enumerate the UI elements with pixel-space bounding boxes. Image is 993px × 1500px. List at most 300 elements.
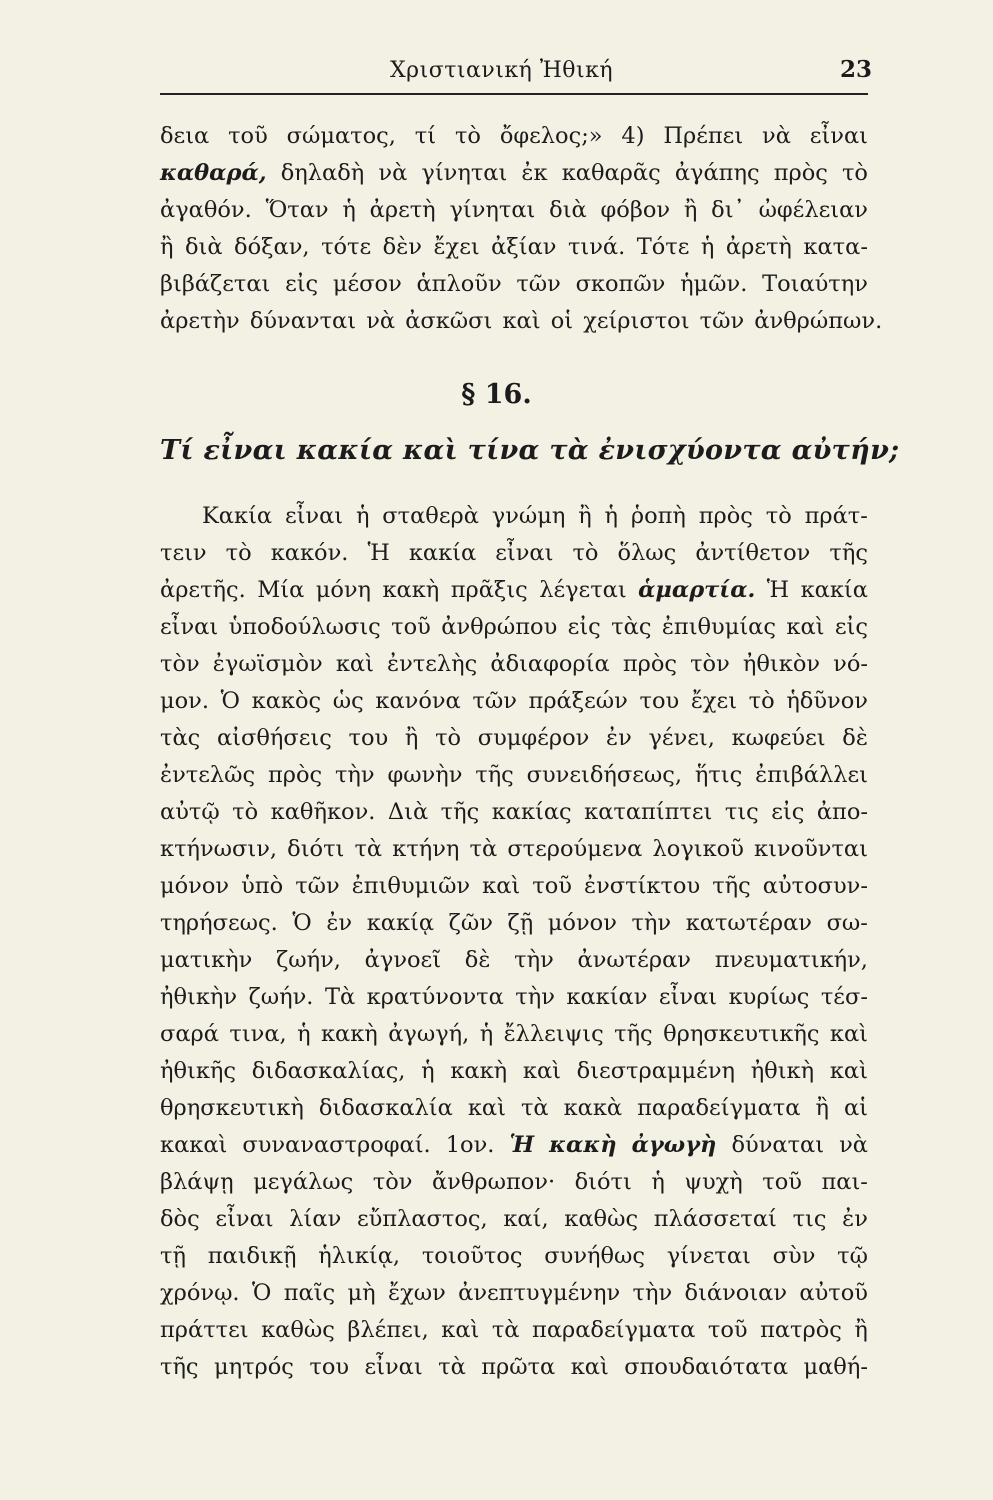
- word: νὰ: [839, 1132, 868, 1158]
- word: καί,: [503, 1206, 549, 1232]
- word: Τότε: [636, 234, 690, 260]
- word: διδασκαλίας,: [251, 1058, 406, 1084]
- text-line: [160, 905, 868, 942]
- word: ἀρετῆς.: [160, 577, 246, 603]
- word: κανόνα: [375, 688, 461, 714]
- running-header-title: Χριστιανική Ἠθική: [390, 58, 614, 83]
- word: ἔχει: [433, 234, 480, 260]
- word: αἰσθήσεις: [216, 725, 332, 751]
- word: κακόν.: [270, 540, 349, 566]
- text-line: [160, 535, 868, 572]
- word: ἠθικὸν: [742, 651, 821, 677]
- word: τὰ: [520, 1095, 549, 1121]
- word: κακίᾳ: [366, 910, 435, 936]
- word: ὡς: [332, 688, 364, 714]
- word: τῶν: [295, 873, 340, 899]
- word: ματικὴν: [160, 947, 253, 973]
- word: ἀρετὴ: [369, 197, 436, 223]
- word: ζωήν,: [276, 947, 341, 973]
- word: ὠφέλειαν: [758, 197, 868, 223]
- word: εἰς: [285, 271, 319, 297]
- word: Τὰ: [324, 984, 356, 1010]
- word: χείριστοι: [583, 308, 690, 334]
- word: τὸ: [572, 540, 599, 566]
- word: ἡδῦνον: [786, 688, 868, 714]
- word: διότι: [287, 836, 345, 862]
- word: τις: [792, 1206, 827, 1232]
- word: ἡλικίᾳ,: [318, 1243, 401, 1269]
- word: ἐγωϊσμὸν: [212, 651, 323, 677]
- word: ἐπιθυμιῶν: [351, 873, 471, 899]
- word: τῇ: [160, 1243, 186, 1269]
- word: ἀνθρώπου: [441, 614, 558, 640]
- word: παιδικῇ: [207, 1243, 297, 1269]
- word: καθῆκον.: [270, 799, 376, 825]
- text-line: [160, 757, 868, 794]
- word: μόνον: [160, 873, 230, 899]
- word: κακὴ: [549, 1132, 617, 1158]
- word: θρησκευτικῆς: [663, 1021, 820, 1047]
- word: καὶ: [570, 1354, 609, 1380]
- word: ἐπιβάλλει: [755, 762, 868, 788]
- word: τὸ: [748, 688, 775, 714]
- word: καὶ: [829, 1058, 868, 1084]
- word: καὶ: [786, 614, 825, 640]
- text-line: [160, 572, 868, 609]
- word: Κακία: [202, 503, 273, 529]
- word: τῆς: [440, 799, 480, 825]
- word: ἀγαθόν.: [160, 197, 252, 223]
- word: Ἡ: [766, 577, 790, 603]
- word: τινά.: [567, 234, 626, 260]
- word: Ὁ: [292, 910, 312, 936]
- word: καὶ: [829, 1021, 868, 1047]
- word: ἐνστίκτου: [584, 873, 701, 899]
- word: κατα-: [803, 234, 868, 260]
- word: ἡμῶν.: [680, 271, 748, 297]
- text-line: [160, 794, 868, 831]
- word: πράξεών: [528, 688, 628, 714]
- word: τὸ: [454, 123, 481, 149]
- word: μόνον: [547, 910, 617, 936]
- word: ἀντίθετον: [695, 540, 811, 566]
- word: ἡ: [700, 234, 715, 260]
- word: καθὼς: [564, 1206, 639, 1232]
- word: τις: [724, 799, 759, 825]
- text-line: [160, 266, 868, 303]
- word: ἀνθρώπων.: [754, 308, 883, 334]
- word: σταθερὰ: [382, 503, 479, 529]
- word: ἡ: [421, 1058, 435, 1084]
- word: καὶ: [441, 1317, 480, 1343]
- word: εἶναι: [284, 503, 344, 529]
- word: εἰς: [834, 614, 868, 640]
- word: Διὰ: [387, 799, 429, 825]
- word: τῶν: [472, 688, 517, 714]
- word: τὰ: [469, 836, 498, 862]
- word: δὲ: [842, 725, 868, 751]
- word: τοῦ: [228, 123, 268, 149]
- word: Πρέπει: [663, 123, 744, 149]
- word: σώματος,: [286, 123, 396, 149]
- word: τὰ: [438, 1354, 466, 1380]
- word: ἔλλειψις: [503, 1021, 604, 1047]
- text-line: [160, 1312, 868, 1349]
- word: ἀπο-: [816, 799, 868, 825]
- word: δύναται: [731, 1132, 825, 1158]
- word: συναναστροφαί.: [242, 1132, 431, 1158]
- word: ἁπλοῦν: [416, 271, 502, 297]
- word: ἀσκῶσι: [405, 308, 493, 334]
- word: νὰ: [378, 160, 408, 186]
- word: τὴν: [514, 947, 554, 973]
- word: Μία: [257, 577, 305, 603]
- word: τὸν: [160, 651, 200, 677]
- word: ἡ: [297, 1021, 311, 1047]
- word: ὅλως: [617, 540, 677, 566]
- word: τὰς: [611, 614, 652, 640]
- word: κακαὶ: [160, 1132, 228, 1158]
- word: τῷ: [837, 1243, 868, 1269]
- word: εἶναι: [364, 1354, 423, 1380]
- word: κινοῦνται: [754, 836, 868, 862]
- word: γίνηται: [421, 160, 508, 186]
- word: πρᾶξις: [450, 577, 528, 603]
- word: ὄφελος;»: [499, 123, 603, 149]
- word: 4): [621, 123, 645, 149]
- word: βιβάζεται: [160, 271, 271, 297]
- word: συμφέρον: [477, 725, 590, 751]
- text-line: [160, 1238, 868, 1275]
- word: ἄνθρωπον·: [431, 1169, 556, 1195]
- text-line: [160, 1275, 868, 1312]
- text-line: [160, 942, 868, 979]
- word: γένει,: [648, 725, 715, 751]
- word: κακία: [408, 540, 477, 566]
- word: φωνὴν: [387, 762, 463, 788]
- word: ἡ: [479, 1021, 494, 1047]
- word: εἶναι: [658, 984, 718, 1010]
- text-line: [160, 1164, 868, 1201]
- word: ἡ: [604, 503, 618, 529]
- word: τῆς: [829, 540, 868, 566]
- word: τῆς: [712, 873, 751, 899]
- word: καὶ: [482, 873, 521, 899]
- word: ἀρετὴν: [160, 308, 240, 334]
- word: τὸ: [841, 160, 868, 186]
- word: τῶν: [516, 271, 561, 297]
- word: ψυχὴ: [684, 1169, 743, 1195]
- word: καθαρά,: [160, 160, 267, 186]
- word: διὰ: [549, 197, 587, 223]
- word: πνευματικήν,: [714, 947, 868, 973]
- word: διὰ: [184, 234, 223, 260]
- header-rule: [160, 93, 868, 95]
- word: εἶναι: [495, 540, 554, 566]
- word: τοῦ: [762, 1169, 802, 1195]
- word: ἀγνοεῖ: [364, 947, 442, 973]
- word: κακὰ: [563, 1095, 623, 1121]
- word: τῆς: [475, 762, 514, 788]
- word: μὴ: [347, 1280, 376, 1306]
- word: δὲ: [464, 947, 491, 973]
- word: ζῶν: [448, 910, 493, 936]
- word: εἶναι: [215, 1206, 274, 1232]
- word: διότι: [574, 1169, 632, 1195]
- text-line: [160, 1127, 868, 1164]
- text-line: [160, 1016, 868, 1053]
- word: σω-: [826, 910, 868, 936]
- word: διάνοιαν: [684, 1280, 788, 1306]
- word: τὴν: [515, 984, 555, 1010]
- word: δὲν: [382, 234, 422, 260]
- word: δι᾽: [711, 197, 745, 223]
- word: εἰς: [567, 614, 601, 640]
- word: τί: [414, 123, 437, 149]
- word: ἠθικὴν: [160, 984, 238, 1010]
- text-line: [160, 1053, 868, 1090]
- word: αὐτοσυν-: [762, 873, 868, 899]
- word: παι-: [821, 1169, 868, 1195]
- word: τὴν: [631, 910, 672, 936]
- section-heading: Τί εἶναι κακία καὶ τίνα τὰ ἐνισχύοντα αὐτήν;: [160, 435, 900, 466]
- word: τὸ: [225, 540, 252, 566]
- word: κακὸς: [251, 688, 322, 714]
- word: ἀξίαν: [491, 234, 557, 260]
- word: καταπίπτει: [584, 799, 713, 825]
- word: δόξαν,: [234, 234, 310, 260]
- word: ἀδιαφορία: [490, 651, 610, 677]
- text-line: [160, 609, 868, 646]
- word: ἐκ: [521, 160, 548, 186]
- word: καὶ: [335, 651, 374, 677]
- word: μαθή-: [803, 1354, 868, 1380]
- word: αἱ: [843, 1095, 868, 1121]
- word: δεια: [160, 123, 210, 149]
- word: τὴν: [334, 762, 375, 788]
- word: ἁμαρτία.: [638, 577, 756, 603]
- word: πρὸς: [267, 762, 323, 788]
- word: 1ον.: [445, 1132, 495, 1158]
- word: λίαν: [289, 1206, 342, 1232]
- word: σπουδαιότατα: [624, 1354, 789, 1380]
- word: ἔχει: [690, 688, 738, 714]
- word: ἠθικὴ: [750, 1058, 815, 1084]
- word: τηρήσεως.: [160, 910, 278, 936]
- text-line: [160, 720, 868, 757]
- word: σὺν: [772, 1243, 816, 1269]
- text-line: [160, 1349, 868, 1386]
- text-line: [160, 683, 868, 720]
- word: του: [639, 688, 680, 714]
- word: ἠθικῆς: [160, 1058, 236, 1084]
- word: ὑποδούλωσις: [228, 614, 381, 640]
- word: τὴν: [632, 1280, 673, 1306]
- word: κατωτέραν: [685, 910, 812, 936]
- word: ἀρετὴ: [725, 234, 792, 260]
- text-line: [160, 155, 868, 192]
- word: κυρίως: [728, 984, 810, 1010]
- word: τὸ: [765, 503, 792, 529]
- word: ἢ: [683, 197, 698, 223]
- word: γίνηται: [449, 197, 536, 223]
- word: τοῦ: [391, 614, 431, 640]
- text-line: [160, 1090, 868, 1127]
- word: πράττει: [160, 1317, 249, 1343]
- word: τὸν: [690, 651, 730, 677]
- text-line: [160, 229, 868, 266]
- page-number: 23: [839, 56, 872, 83]
- word: ἀγωγὴ: [631, 1132, 717, 1158]
- word: Ὁ: [251, 1280, 272, 1306]
- text-line: [160, 831, 868, 868]
- word: τῆς: [614, 1021, 653, 1047]
- word: κρατύνοντα: [366, 984, 504, 1010]
- word: πρὸς: [773, 160, 828, 186]
- word: ἡ: [342, 197, 356, 223]
- word: συνειδήσεως,: [526, 762, 682, 788]
- word: νό-: [833, 651, 868, 677]
- word: τῆς: [160, 1354, 199, 1380]
- word: εὔπλαστος,: [356, 1206, 488, 1232]
- word: παῖς: [283, 1280, 336, 1306]
- word: αὐτοῦ: [799, 1280, 868, 1306]
- word: σκοπῶν: [575, 271, 666, 297]
- word: ἐν: [606, 725, 632, 751]
- word: κακίαν: [566, 984, 648, 1010]
- word: ἡ: [651, 1169, 665, 1195]
- word: τοιοῦτος: [421, 1243, 523, 1269]
- word: πλάσσεταί: [653, 1206, 777, 1232]
- word: πράτ-: [804, 503, 868, 529]
- word: γνώμη: [491, 503, 566, 529]
- word: μόνη: [315, 577, 372, 603]
- word: βλέπει,: [347, 1317, 429, 1343]
- word: τότε: [321, 234, 372, 260]
- word: τέσ-: [820, 984, 868, 1010]
- word: λογικοῦ: [652, 836, 744, 862]
- word: χρόνῳ.: [160, 1280, 240, 1306]
- word: ἔχων: [388, 1280, 446, 1306]
- word: του: [348, 725, 389, 751]
- word: καὶ: [467, 1095, 506, 1121]
- word: ἥτις: [694, 762, 743, 788]
- word: σαρά: [160, 1021, 219, 1047]
- word: καὶ: [522, 1058, 561, 1084]
- word: ἐν: [326, 910, 353, 936]
- word: στερούμενα: [507, 836, 643, 862]
- word: διεστραμμένη: [576, 1058, 735, 1084]
- word: τοῦ: [707, 1317, 748, 1343]
- text-line: [160, 979, 868, 1016]
- word: τινα,: [229, 1021, 287, 1047]
- word: Ὅταν: [265, 197, 329, 223]
- word: παραδείγματα: [532, 1317, 696, 1343]
- word: δὸς: [160, 1206, 200, 1232]
- word: καὶ: [502, 308, 541, 334]
- word: τοῦ: [532, 873, 572, 899]
- word: τῶν: [699, 308, 745, 334]
- word: ἀγάπης: [674, 160, 760, 186]
- word: του: [309, 1354, 350, 1380]
- word: τὸν: [372, 1169, 413, 1195]
- word: κακίας: [491, 799, 572, 825]
- text-line: [160, 1201, 868, 1238]
- word: κτήνωσιν,: [160, 836, 278, 862]
- word: καθαρᾶς: [561, 160, 661, 186]
- word: κωφεύει: [731, 725, 826, 751]
- word: ζῇ: [507, 910, 534, 936]
- word: Ὁ: [220, 688, 240, 714]
- word: κακὴ: [450, 1058, 508, 1084]
- word: ἢ: [404, 725, 419, 751]
- word: ἐντελὴς: [387, 651, 478, 677]
- word: μεγάλως: [253, 1169, 354, 1195]
- word: κακὴ: [320, 1021, 378, 1047]
- word: λέγεται: [539, 577, 627, 603]
- paragraph-2: [160, 498, 868, 1386]
- word: πρῶτα: [481, 1354, 556, 1380]
- word: ῥοπὴ: [630, 503, 686, 529]
- text-line: [160, 498, 868, 535]
- text-line: [160, 868, 868, 905]
- word: ἢ: [160, 234, 174, 260]
- word: κακία: [800, 577, 868, 603]
- word: ἢ: [815, 1095, 829, 1121]
- word: νὰ: [762, 123, 791, 149]
- word: τὸ: [435, 725, 462, 751]
- word: γίνεται: [666, 1243, 751, 1269]
- word: διδασκαλία: [318, 1095, 453, 1121]
- word: φόβον: [600, 197, 671, 223]
- word: ὑπὸ: [241, 873, 284, 899]
- word: Ἡ: [367, 540, 390, 566]
- word: τὰ: [491, 1317, 520, 1343]
- word: ἐπιθυμίας: [661, 614, 776, 640]
- word: ἡ: [355, 503, 370, 529]
- word: ἀγωγή,: [388, 1021, 470, 1047]
- word: ζωήν.: [248, 984, 314, 1010]
- word: πατρὸς: [760, 1317, 842, 1343]
- word: εἶναι: [160, 614, 219, 640]
- word: τὸ: [232, 799, 259, 825]
- word: εἶναι: [809, 123, 868, 149]
- word: τὰ: [354, 836, 383, 862]
- word: αὐτῷ: [160, 799, 220, 825]
- word: μέσον: [332, 271, 402, 297]
- word: Τοιαύτην: [762, 271, 868, 297]
- word: δύνανται: [249, 308, 357, 334]
- word: συνήθως: [544, 1243, 645, 1269]
- word: μον.: [160, 688, 209, 714]
- word: ἢ: [854, 1317, 868, 1343]
- word: ἀνωτέραν: [577, 947, 691, 973]
- section-number: § 16.: [461, 379, 532, 410]
- word: κτήνη: [392, 836, 460, 862]
- word: θρησκευτικὴ: [160, 1095, 304, 1121]
- text-line: [160, 303, 883, 340]
- paragraph-1: [160, 118, 883, 340]
- word: παραδείγματα: [637, 1095, 801, 1121]
- word: ἐντελῶς: [160, 762, 256, 788]
- text-line: [160, 118, 868, 155]
- word: καθὼς: [261, 1317, 335, 1343]
- word: πρὸς: [622, 651, 677, 677]
- text-line: [160, 192, 868, 229]
- word: ἐν: [842, 1206, 868, 1232]
- word: ἀνεπτυγμένην: [458, 1280, 621, 1306]
- word: μητρός: [213, 1354, 294, 1380]
